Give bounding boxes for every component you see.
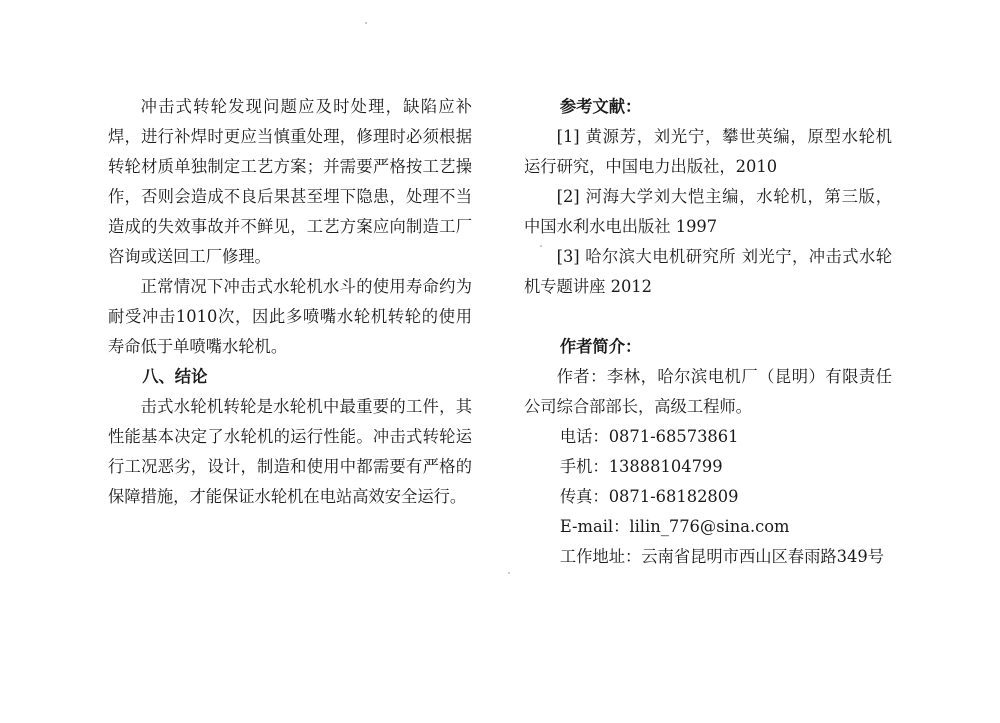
author-heading: 作者简介：	[559, 337, 642, 356]
right-column	[524, 92, 892, 572]
author-mobile: 手机：13888104799	[559, 457, 723, 476]
author-bio: 作者：李林，哈尔滨电机厂（昆明）有限责任公司综合部部长，高级工程师。	[524, 367, 892, 416]
author-email: E-mail：lilin_776@sina.com	[559, 517, 790, 536]
scan-speck	[540, 245, 542, 247]
body-paragraph: 正常情况下冲击式水轮机水斗的使用寿命约为耐受冲击1010次，因此多喷嘴水轮机转轮的使用寿命低于单喷嘴水轮机。	[108, 277, 472, 356]
author-address: 工作地址：云南省昆明市西山区春雨路349号	[559, 547, 884, 566]
spacer	[524, 302, 892, 332]
reference-item: [1] 黄源芳，刘光宁，攀世英编，原型水轮机运行研究，中国电力出版社，2010	[524, 127, 892, 176]
scan-speck	[365, 22, 367, 24]
reference-item: [3] 哈尔滨大电机研究所 刘光宁，冲击式水轮机专题讲座 2012	[524, 247, 892, 296]
section-heading: 八、结论	[142, 367, 208, 386]
author-fax: 传真：0871-68182809	[559, 487, 739, 506]
author-phone: 电话：0871-68573861	[559, 427, 739, 446]
reference-item: [2] 河海大学刘大恺主编，水轮机，第三版，中国水利水电出版社 1997	[524, 187, 892, 236]
body-paragraph: 冲击式转轮发现问题应及时处理，缺陷应补焊，进行补焊时更应当慎重处理，修理时必须根据转轮材质单独制定工艺方案；并需要严格按工艺操作，否则会造成不良后果甚至埋下隐患，处理不当造成的失效事故并不鲜见，工艺方案应向制造工厂咨询或送回工厂修理。	[108, 97, 472, 266]
conclusion-paragraph: 击式水轮机转轮是水轮机中最重要的工件，其性能基本决定了水轮机的运行性能。冲击式转轮运行工况恶劣，设计，制造和使用中都需要有严格的保障措施，才能保证水轮机在电站高效安全运行。	[108, 397, 472, 506]
scan-speck	[508, 572, 510, 574]
references-heading: 参考文献：	[559, 97, 642, 116]
left-column	[108, 92, 472, 512]
